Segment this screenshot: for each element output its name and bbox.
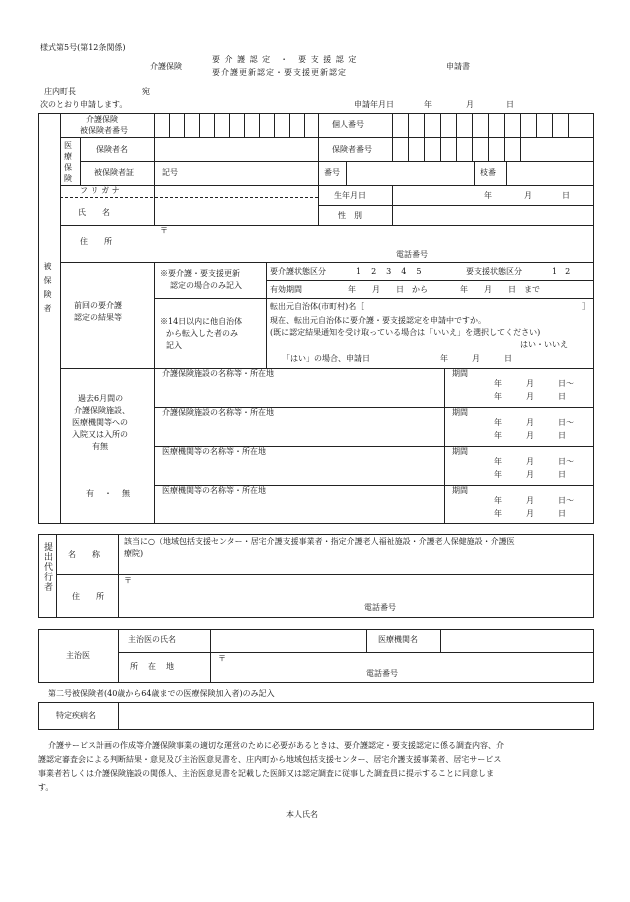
insured-no-label-2: 被保険者番号	[80, 126, 128, 135]
birth-date-label: 生年月日	[334, 191, 366, 200]
facility-period-label: 期間	[452, 486, 468, 495]
facility-period-label: 期間	[452, 369, 468, 378]
branch-label: 枝番	[480, 168, 496, 177]
birth-day: 日	[562, 191, 570, 200]
support-level-label: 要支援状態区分	[466, 267, 522, 276]
support-level-options[interactable]: 1 2	[552, 267, 571, 276]
disease-field[interactable]	[120, 704, 590, 728]
facility-name-label: 介護保険施設の名称等・所在地	[162, 369, 274, 378]
doctor-phone-label: 電話番号	[366, 669, 398, 678]
symbol-label: 記号	[162, 168, 178, 177]
transfer-note-3: 記入	[166, 341, 182, 350]
agent-name-note-2: 療院)	[124, 549, 144, 558]
care-level-options[interactable]: 1 2 3 4 5	[356, 267, 423, 276]
agent-section-label: 提出代行者	[42, 542, 52, 592]
origin-municipality-field[interactable]	[382, 301, 578, 312]
facility-label-5: 有無	[92, 442, 108, 451]
sex-field[interactable]	[394, 207, 592, 223]
facility-name-field[interactable]	[158, 498, 440, 522]
origin-bracket-close: ］	[582, 302, 590, 311]
furigana-label: フ リ ガ ナ	[80, 186, 120, 195]
insurer-no-label: 保険者番号	[332, 145, 372, 154]
doctor-name-label: 主治医の氏名	[128, 635, 176, 644]
facility-period-label: 期間	[452, 408, 468, 417]
intro-text: 次のとおり申請します。	[40, 100, 128, 109]
title-line1: 要 介 護 認 定 ・ 要 支 援 認 定	[212, 55, 358, 64]
doctor-postal-mark: 〒	[218, 654, 226, 663]
date-day: 日	[506, 100, 514, 109]
insurer-name-label: 保険者名	[96, 145, 128, 154]
facility-date-from[interactable]: 年 月 日〜	[494, 457, 574, 466]
institution-label: 医療機関名	[378, 635, 418, 644]
renewal-note-1: ※要介護・要支援更新	[160, 269, 240, 278]
insured-card-label: 被保険者証	[94, 168, 134, 177]
form-number: 様式第5号(第12条関係)	[40, 43, 126, 52]
application-date-label: 申請年月日	[354, 100, 394, 109]
date-month: 月	[466, 100, 474, 109]
title-suffix: 申請書	[446, 62, 470, 71]
facility-label-3: 医療機関等への	[72, 418, 128, 427]
address-label: 住 所	[80, 237, 112, 246]
facility-name-label: 医療機関等の名称等・所在地	[162, 486, 266, 495]
facility-yes-no[interactable]: 有 ・ 無	[86, 489, 131, 498]
origin-municipality-label: 転出元自治体(市町村)名［	[270, 302, 365, 311]
renewal-note-2: 認定の場合のみ記入	[170, 281, 242, 290]
doctor-name-field[interactable]	[212, 631, 362, 650]
transfer-note-1: ※14日以内に他自治体	[160, 317, 243, 326]
number-field[interactable]	[350, 163, 470, 183]
medical-insurance-label: 医療保険	[64, 141, 72, 183]
facility-date-to[interactable]: 年 月 日	[494, 509, 566, 518]
insured-section-label: 被保険者	[43, 262, 52, 318]
facility-label-2: 介護保険施設、	[74, 406, 130, 415]
addressee-suffix: 宛	[142, 87, 150, 96]
facility-date-from[interactable]: 年 月 日〜	[494, 379, 574, 388]
validity-label: 有効期間	[270, 285, 302, 294]
name-label: 氏 名	[78, 208, 110, 217]
transfer-note-2: から転入した者のみ	[166, 329, 238, 338]
origin-question-2: (既に認定結果通知を受け取っている場合は「いいえ」を選択してください)	[270, 328, 541, 337]
address-field[interactable]	[172, 227, 590, 257]
agent-phone-label: 電話番号	[364, 603, 396, 612]
agent-address-label: 住 所	[72, 592, 104, 601]
facility-label-1: 過去6月間の	[78, 394, 124, 403]
validity-period[interactable]: 年 月 日 から 年 月 日 まで	[348, 285, 540, 294]
addressee: 庄内町長	[44, 87, 76, 96]
consent-line-1: 介護サービス計画の作成等介護保険事業の適切な運営のために必要があるときは、要介護認定・要支援認定に係る調査内容、介	[48, 741, 504, 750]
consent-line-2: 護認定審査会による判断結果・意見及び主治医意見書を、庄内町から地域包括支援センター、居宅介護支援事業者、居宅サービス	[38, 755, 502, 764]
facility-date-to[interactable]: 年 月 日	[494, 431, 566, 440]
number-label: 番号	[324, 168, 340, 177]
previous-result-label-2: 認定の結果等	[74, 313, 122, 322]
signature-field[interactable]	[326, 806, 546, 822]
if-yes-label: 「はい」の場合、申請日	[282, 354, 370, 363]
previous-result-label-1: 前回の要介護	[74, 301, 122, 310]
symbol-field[interactable]	[184, 163, 314, 183]
facility-date-from[interactable]: 年 月 日〜	[494, 418, 574, 427]
insurer-name-field[interactable]	[156, 139, 316, 159]
secondary-note: 第二号被保険者(40歳から64歳までの医療保険加入者)のみ記入	[48, 689, 275, 698]
doctor-section-label: 主治医	[66, 651, 90, 660]
origin-question-1: 現在、転出元自治体に要介護・要支援認定を申請中ですか。	[270, 316, 486, 325]
origin-yes-no[interactable]: はい・いいえ	[520, 340, 568, 349]
birth-month: 月	[524, 191, 532, 200]
agent-address-field[interactable]	[136, 577, 590, 603]
agent-table	[38, 534, 594, 618]
facility-date-to[interactable]: 年 月 日	[494, 470, 566, 479]
doctor-address-field[interactable]	[230, 655, 590, 681]
facility-period-label: 期間	[452, 447, 468, 456]
sex-label: 性 別	[338, 211, 362, 220]
date-year: 年	[424, 100, 432, 109]
phone-label: 電話番号	[396, 250, 428, 259]
facility-date-to[interactable]: 年 月 日	[494, 392, 566, 401]
facility-name-field[interactable]	[158, 420, 440, 444]
agent-name-note-1: 該当に○（地域包括支援センター・居宅介護支援事業者・指定介護老人福祉施設・介護老人保健施設・介護医	[124, 537, 515, 546]
title-prefix: 介護保険	[150, 62, 182, 71]
signature-label: 本人氏名	[286, 810, 318, 819]
facility-name-label: 介護保険施設の名称等・所在地	[162, 408, 274, 417]
if-yes-date[interactable]: 年 月 日	[440, 354, 512, 363]
insured-no-label-1: 介護保険	[86, 115, 118, 124]
postal-mark: 〒	[160, 226, 168, 235]
disease-label: 特定疾病名	[56, 711, 96, 720]
facility-name-field[interactable]	[158, 459, 440, 483]
facility-label-4: 入院又は入所の	[72, 430, 128, 439]
agent-name-field[interactable]	[122, 560, 590, 572]
title-line2: 要介護更新認定・要支援更新認定	[212, 68, 347, 77]
furigana-field[interactable]	[156, 186, 316, 196]
birth-year: 年	[484, 191, 492, 200]
care-level-label: 要介護状態区分	[270, 267, 326, 276]
doctor-address-label: 所 在 地	[130, 662, 175, 671]
institution-field[interactable]	[442, 631, 590, 650]
facility-name-label: 医療機関等の名称等・所在地	[162, 447, 266, 456]
consent-line-3: 事業者若しくは介護保険施設の関係人、主治医意見書を記載した医師又は認定調査に従事した調査員に提示することに同意しま	[38, 769, 494, 778]
name-field[interactable]	[156, 199, 316, 223]
facility-date-from[interactable]: 年 月 日〜	[494, 496, 574, 505]
consent-line-4: す。	[38, 783, 54, 792]
facility-name-field[interactable]	[158, 381, 440, 405]
branch-field[interactable]	[510, 163, 590, 183]
agent-postal-mark: 〒	[124, 576, 132, 585]
agent-name-label: 名 称	[68, 550, 100, 559]
personal-no-label: 個人番号	[332, 120, 364, 129]
